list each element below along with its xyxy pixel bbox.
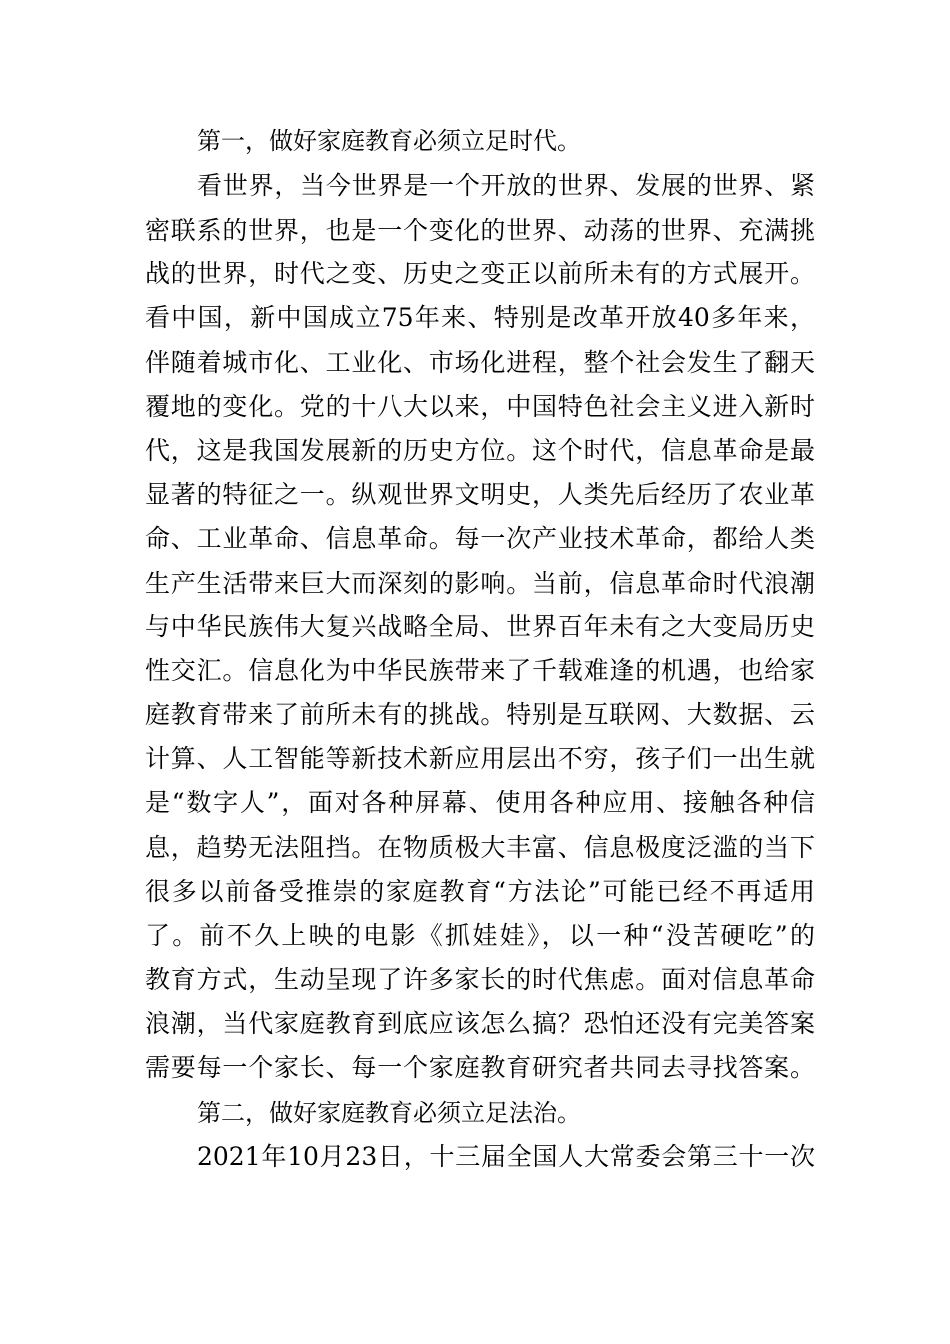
paragraph-line: 庭教育带来了前所未有的挑战。特别是互联网、大数据、云 (145, 700, 815, 729)
paragraph-line: 浪潮，当代家庭教育到底应该怎么搞？恐怕还没有完美答案 (145, 1009, 815, 1038)
paragraph-line: 战的世界，时代之变、历史之变正以前所未有的方式展开。 (145, 259, 815, 288)
section-heading-2: 第二，做好家庭教育必须立足法治。 (197, 1099, 581, 1127)
paragraph-line: 生产生活带来巨大而深刻的影响。当前，信息革命时代浪潮 (145, 569, 815, 598)
paragraph-line: 伴随着城市化、工业化、市场化进程，整个社会发生了翻天 (145, 348, 815, 377)
paragraph-line: 覆地的变化。党的十八大以来，中国特色社会主义进入新时 (145, 392, 815, 421)
paragraph-line: 密联系的世界，也是一个变化的世界、动荡的世界、充满挑 (145, 216, 815, 245)
paragraph-line: 与中华民族伟大复兴战略全局、世界百年未有之大变局历史 (145, 612, 815, 641)
paragraph-line: 显著的特征之一。纵观世界文明史，人类先后经历了农业革 (145, 480, 815, 509)
paragraph-line: 代，这是我国发展新的历史方位。这个时代，信息革命是最 (145, 436, 815, 465)
paragraph-line: 性交汇。信息化为中华民族带来了千载难逢的机遇，也给家 (145, 656, 815, 685)
paragraph-line: 2021年10月23日，十三届全国人大常委会第三十一次 (197, 1142, 815, 1171)
paragraph-line: 需要每一个家长、每一个家庭教育研究者共同去寻找答案。 (145, 1053, 815, 1082)
paragraph-line: 很多以前备受推崇的家庭教育“方法论”可能已经不再适用 (145, 877, 815, 906)
paragraph-line: 计算、人工智能等新技术新应用层出不穷，孩子们一出生就 (145, 744, 815, 773)
paragraph-line: 是“数字人”，面对各种屏幕、使用各种应用、接触各种信 (145, 788, 815, 817)
paragraph-line: 看世界，当今世界是一个开放的世界、发展的世界、紧 (197, 171, 815, 200)
paragraph-line: 看中国，新中国成立75年来、特别是改革开放40多年来， (145, 303, 815, 332)
section-heading-1: 第一，做好家庭教育必须立足时代。 (197, 127, 581, 155)
paragraph-line: 息，趋势无法阻挡。在物质极大丰富、信息极度泛滥的当下 (145, 833, 815, 862)
paragraph-line: 命、工业革命、信息革命。每一次产业技术革命，都给人类 (145, 524, 815, 553)
paragraph-line: 教育方式，生动呈现了许多家长的时代焦虑。面对信息革命 (145, 965, 815, 994)
paragraph-line: 了。前不久上映的电影《抓娃娃》，以一种“没苦硬吃”的 (145, 921, 815, 950)
